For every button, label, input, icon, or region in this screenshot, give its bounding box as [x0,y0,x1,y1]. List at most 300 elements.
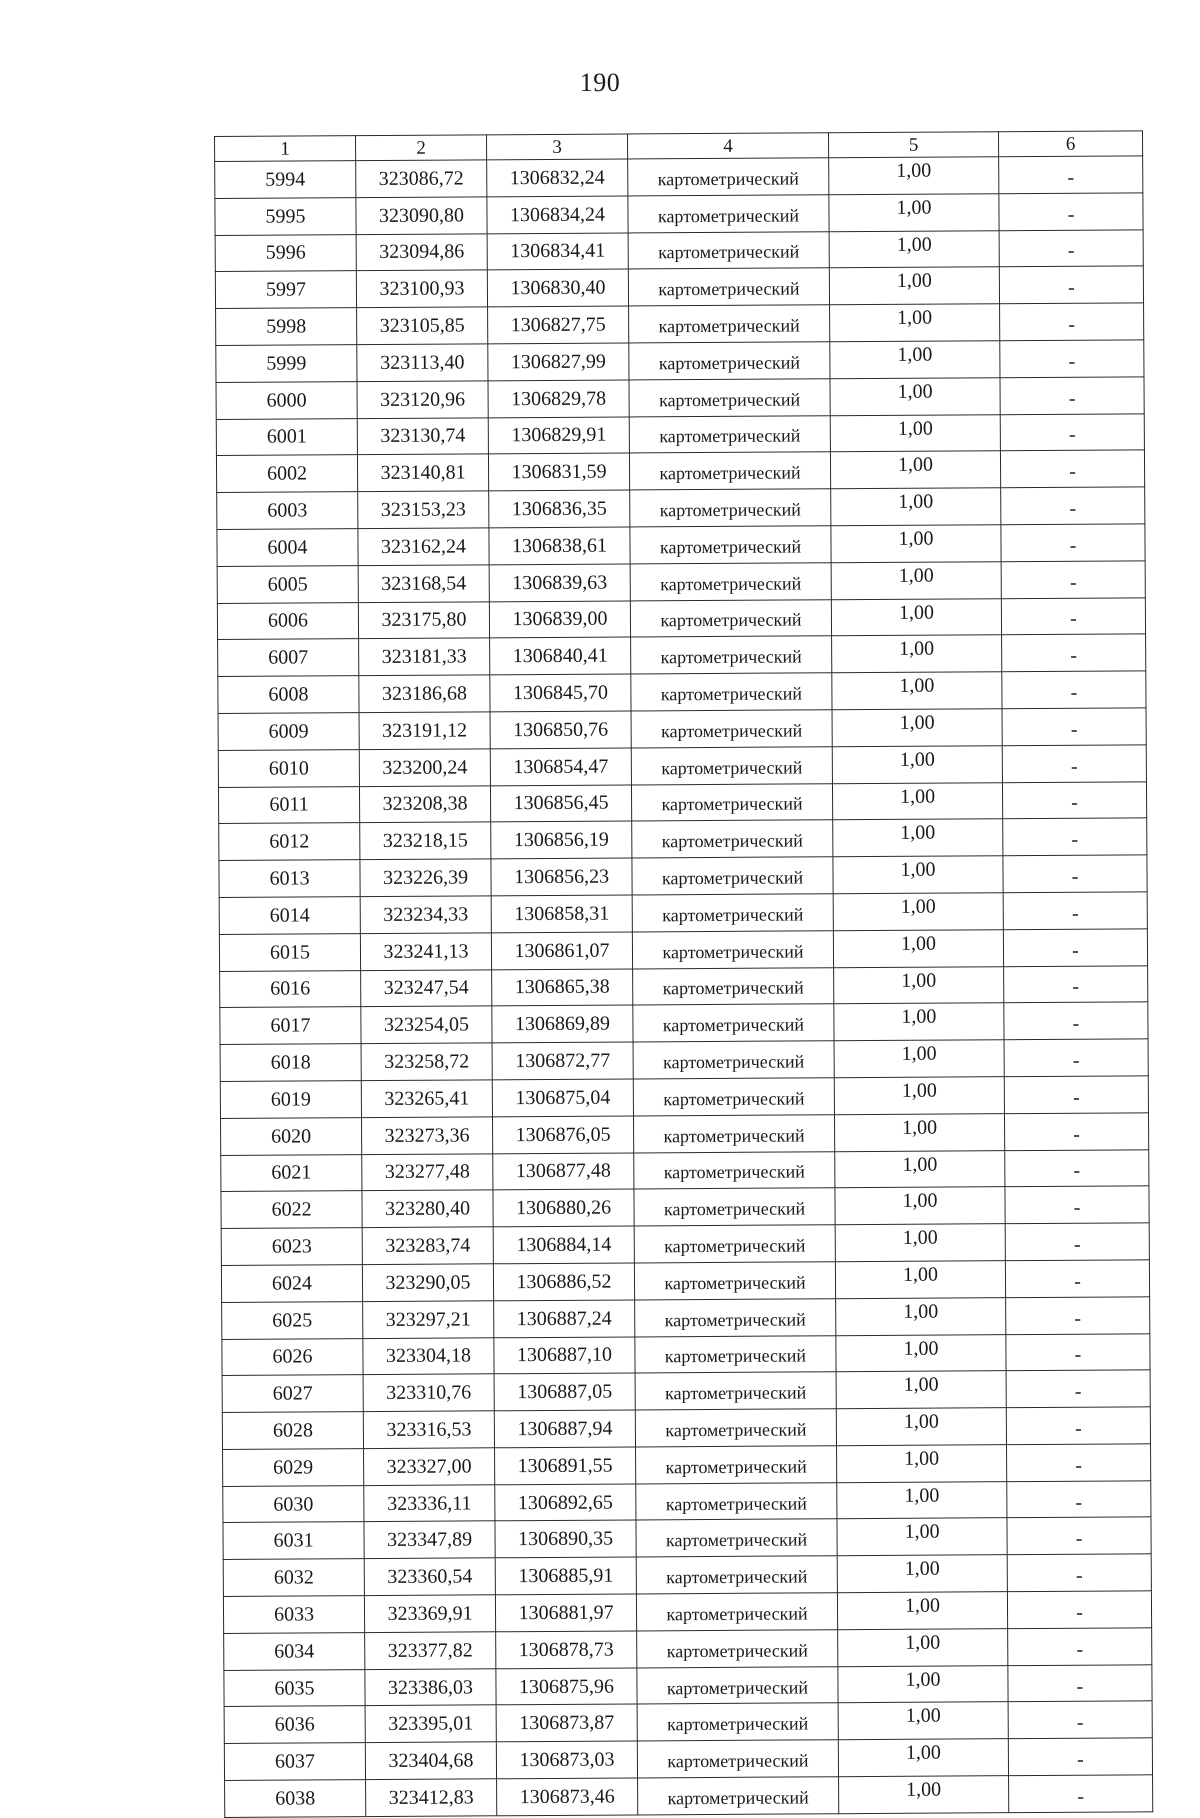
method-cell: картометрический [632,857,833,895]
page-number: 190 [579,68,621,97]
x-coordinate-cell: 323113,40 [357,344,488,382]
accuracy-cell: 1,00 [835,1261,1005,1299]
x-coordinate-cell: 323386,03 [365,1668,496,1706]
method-cell: картометрический [635,1372,836,1410]
y-coordinate-cell: 1306829,78 [488,380,629,418]
accuracy-cell: 1,00 [835,1187,1005,1225]
method-cell: картометрический [631,746,832,784]
y-coordinate-cell: 1306873,03 [496,1741,637,1779]
note-cell: - [1005,1186,1149,1224]
method-cell: картометрический [628,268,829,306]
table-row [216,413,1144,455]
accuracy-cell: 1,00 [837,1445,1007,1483]
accuracy-cell: 1,00 [831,561,1001,599]
point-number-cell: 6034 [224,1632,365,1670]
table-row [222,1297,1150,1339]
x-coordinate-cell: 323186,68 [359,675,490,713]
point-number-cell: 6017 [220,1007,361,1045]
method-cell: картометрический [633,1078,834,1116]
point-number-cell: 6002 [216,455,357,493]
x-coordinate-cell: 323140,81 [357,454,488,492]
table-row [219,855,1147,897]
accuracy-cell: 1,00 [832,672,1002,710]
y-coordinate-cell: 1306856,19 [491,821,632,859]
accuracy-cell: 1,00 [831,525,1001,563]
point-number-cell: 6018 [220,1044,361,1082]
note-cell: - [1009,1775,1153,1813]
accuracy-cell: 1,00 [833,856,1003,894]
note-cell: - [1002,745,1146,783]
x-coordinate-cell: 323130,74 [357,417,488,455]
note-cell: - [1005,1223,1149,1261]
x-coordinate-cell: 323191,12 [359,712,490,750]
table-row [218,781,1146,823]
table-row [218,671,1146,713]
y-coordinate-cell: 1306869,89 [492,1005,633,1043]
y-coordinate-cell: 1306831,59 [488,453,629,491]
method-cell: картометрический [637,1630,838,1668]
note-cell: - [1006,1297,1150,1335]
note-cell: - [1007,1444,1151,1482]
y-coordinate-cell: 1306829,91 [488,417,629,455]
y-coordinate-cell: 1306875,96 [496,1668,637,1706]
point-number-cell: 6013 [219,860,360,898]
point-number-cell: 6027 [222,1375,363,1413]
table-row [219,929,1147,971]
note-cell: - [1004,1039,1148,1077]
y-coordinate-cell: 1306854,47 [490,748,631,786]
x-coordinate-cell: 323234,33 [360,896,491,934]
table-row [223,1517,1151,1559]
note-cell: - [1002,634,1146,672]
method-cell: картометрический [628,195,829,233]
column-header-4: 4 [627,133,828,159]
table-row [224,1701,1152,1743]
note-cell: - [1005,1260,1149,1298]
note-cell: - [1002,781,1146,819]
y-coordinate-cell: 1306830,40 [487,269,628,307]
x-coordinate-cell: 323120,96 [357,381,488,419]
point-number-cell: 6032 [223,1559,364,1597]
point-number-cell: 5996 [215,234,356,272]
point-number-cell: 6007 [218,639,359,677]
point-number-cell: 6038 [225,1780,366,1818]
note-cell: - [1006,1333,1150,1371]
accuracy-cell: 1,00 [838,1702,1008,1740]
note-cell: - [1007,1517,1151,1555]
x-coordinate-cell: 323327,00 [364,1448,495,1486]
point-number-cell: 6010 [218,749,359,787]
accuracy-cell: 1,00 [836,1408,1006,1446]
x-coordinate-cell: 323280,40 [362,1190,493,1228]
point-number-cell: 6026 [222,1338,363,1376]
y-coordinate-cell: 1306876,05 [492,1116,633,1154]
point-number-cell: 5998 [216,308,357,346]
y-coordinate-cell: 1306887,05 [494,1373,635,1411]
table-row [224,1628,1152,1670]
method-cell: картометрический [629,379,830,417]
table-row [215,193,1143,235]
y-coordinate-cell: 1306858,31 [491,895,632,933]
x-coordinate-cell: 323395,01 [365,1705,496,1743]
y-coordinate-cell: 1306880,26 [493,1189,634,1227]
point-number-cell: 6005 [217,565,358,603]
x-coordinate-cell: 323090,80 [356,197,487,235]
method-cell: картометрический [630,526,831,564]
x-coordinate-cell: 323273,36 [361,1117,492,1155]
point-number-cell: 6028 [222,1412,363,1450]
y-coordinate-cell: 1306886,52 [493,1263,634,1301]
y-coordinate-cell: 1306827,99 [488,343,629,381]
y-coordinate-cell: 1306861,07 [491,932,632,970]
method-cell: картометрический [635,1298,836,1336]
table-row [218,745,1146,787]
method-cell: картометрический [632,820,833,858]
note-cell: - [1006,1370,1150,1408]
note-cell: - [1004,1002,1148,1040]
column-header-5: 5 [828,132,998,158]
accuracy-cell: 1,00 [830,304,1000,342]
x-coordinate-cell: 323310,76 [363,1374,494,1412]
method-cell: картометрический [636,1446,837,1484]
x-coordinate-cell: 323412,83 [366,1779,497,1817]
x-coordinate-cell: 323360,54 [364,1558,495,1596]
table-row [219,818,1147,860]
y-coordinate-cell: 1306877,48 [493,1152,634,1190]
x-coordinate-cell: 323105,85 [357,307,488,345]
point-number-cell: 6004 [217,529,358,567]
x-coordinate-cell: 323241,13 [360,933,491,971]
note-cell: - [999,229,1143,267]
point-number-cell: 5994 [215,161,356,199]
x-coordinate-cell: 323316,53 [363,1411,494,1449]
accuracy-cell: 1,00 [835,1150,1005,1188]
accuracy-cell: 1,00 [829,194,999,232]
column-header-3: 3 [486,134,627,160]
accuracy-cell: 1,00 [829,230,999,268]
table-row [218,708,1146,750]
y-coordinate-cell: 1306878,73 [496,1631,637,1669]
x-coordinate-cell: 323369,91 [364,1595,495,1633]
accuracy-cell: 1,00 [832,745,1002,783]
accuracy-cell: 1,00 [836,1334,1006,1372]
x-coordinate-cell: 323162,24 [358,528,489,566]
note-cell: - [999,156,1143,194]
x-coordinate-cell: 323258,72 [361,1043,492,1081]
x-coordinate-cell: 323277,48 [362,1153,493,1191]
method-cell: картометрический [633,967,834,1005]
table-row [216,377,1144,419]
method-cell: картометрический [631,783,832,821]
table-body [215,156,1153,1817]
point-number-cell: 6021 [221,1154,362,1192]
method-cell: картометрический [634,1262,835,1300]
method-cell: картометрический [628,158,829,196]
point-number-cell: 6025 [222,1301,363,1339]
method-cell: картометрический [629,305,830,343]
x-coordinate-cell: 323247,54 [361,969,492,1007]
note-cell: - [1005,1149,1149,1187]
point-number-cell: 6008 [218,676,359,714]
y-coordinate-cell: 1306884,14 [493,1226,634,1264]
table-row [216,450,1144,492]
y-coordinate-cell: 1306887,94 [494,1410,635,1448]
accuracy-cell: 1,00 [833,893,1003,931]
y-coordinate-cell: 1306856,23 [491,858,632,896]
accuracy-cell: 1,00 [834,1113,1004,1151]
method-cell: картометрический [628,231,829,269]
accuracy-cell: 1,00 [837,1518,1007,1556]
y-coordinate-cell: 1306887,24 [494,1300,635,1338]
method-cell: картометрический [634,1225,835,1263]
note-cell: - [1008,1701,1152,1739]
x-coordinate-cell: 323290,05 [362,1264,493,1302]
method-cell: картометрический [633,1004,834,1042]
point-number-cell: 6029 [223,1449,364,1487]
table-row [223,1444,1151,1486]
point-number-cell: 6036 [224,1706,365,1744]
x-coordinate-cell: 323254,05 [361,1006,492,1044]
accuracy-cell: 1,00 [834,966,1004,1004]
x-coordinate-cell: 323218,15 [360,822,491,860]
point-number-cell: 6014 [219,897,360,935]
table-row [220,1113,1148,1155]
point-number-cell: 6019 [220,1081,361,1119]
method-cell: картометрический [631,673,832,711]
method-cell: картометрический [634,1188,835,1226]
table-row [223,1554,1151,1596]
y-coordinate-cell: 1306881,97 [495,1594,636,1632]
point-number-cell: 6035 [224,1669,365,1707]
accuracy-cell: 1,00 [833,819,1003,857]
point-number-cell: 5997 [215,271,356,309]
note-cell: - [1003,855,1147,893]
coordinates-table [214,130,1153,1818]
point-number-cell: 6031 [223,1522,364,1560]
note-cell: - [1003,929,1147,967]
table-row [220,1039,1148,1081]
x-coordinate-cell: 323336,11 [364,1484,495,1522]
note-cell: - [1007,1554,1151,1592]
note-cell: - [1004,965,1148,1003]
method-cell: картометрический [632,894,833,932]
point-number-cell: 6023 [221,1228,362,1266]
point-number-cell: 5999 [216,345,357,383]
accuracy-cell: 1,00 [834,1003,1004,1041]
method-cell: картометрический [634,1151,835,1189]
x-coordinate-cell: 323347,89 [364,1521,495,1559]
method-cell: картометрический [637,1740,838,1778]
note-cell: - [1001,561,1145,599]
table-row [215,266,1143,308]
y-coordinate-cell: 1306840,41 [490,637,631,675]
column-header-2: 2 [356,135,487,161]
method-cell: картометрический [637,1666,838,1704]
table-row [221,1260,1149,1302]
accuracy-cell: 1,00 [834,1077,1004,1115]
method-cell: картометрический [631,710,832,748]
accuracy-cell: 1,00 [833,929,1003,967]
accuracy-cell: 1,00 [832,782,1002,820]
y-coordinate-cell: 1306838,61 [489,527,630,565]
note-cell: - [999,193,1143,231]
y-coordinate-cell: 1306836,35 [489,490,630,528]
note-cell: - [1003,892,1147,930]
table-row [217,524,1145,566]
method-cell: картометрический [636,1556,837,1594]
accuracy-cell: 1,00 [838,1665,1008,1703]
note-cell: - [1000,340,1144,378]
x-coordinate-cell: 323265,41 [361,1080,492,1118]
table-row [224,1664,1152,1706]
accuracy-cell: 1,00 [830,341,1000,379]
point-number-cell: 6033 [223,1596,364,1634]
table-row [217,597,1145,639]
note-cell: - [1001,597,1145,635]
table-row [215,229,1143,271]
table-row [220,965,1148,1007]
point-number-cell: 6006 [217,602,358,640]
note-cell: - [1001,487,1145,525]
point-number-cell: 6009 [218,713,359,751]
point-number-cell: 5995 [215,197,356,235]
method-cell: картометрический [630,599,831,637]
y-coordinate-cell: 1306892,65 [495,1484,636,1522]
accuracy-cell: 1,00 [836,1297,1006,1335]
y-coordinate-cell: 1306887,10 [494,1336,635,1374]
y-coordinate-cell: 1306890,35 [495,1520,636,1558]
note-cell: - [1002,671,1146,709]
accuracy-cell: 1,00 [835,1224,1005,1262]
note-cell: - [1000,303,1144,341]
table-row [216,303,1144,345]
y-coordinate-cell: 1306839,00 [489,601,630,639]
note-cell: - [1007,1591,1151,1629]
note-cell: - [1006,1407,1150,1445]
point-number-cell: 6012 [219,823,360,861]
method-cell: картометрический [629,452,830,490]
note-cell: - [1003,818,1147,856]
table-row [218,634,1146,676]
method-cell: картометрический [638,1777,839,1815]
table-row [223,1591,1151,1633]
y-coordinate-cell: 1306832,24 [487,159,628,197]
accuracy-cell: 1,00 [831,488,1001,526]
x-coordinate-cell: 323094,86 [356,233,487,271]
table-row [221,1186,1149,1228]
point-number-cell: 6022 [221,1191,362,1229]
method-cell: картометрический [636,1519,837,1557]
table-row [216,340,1144,382]
point-number-cell: 6000 [216,381,357,419]
note-cell: - [1000,377,1144,415]
x-coordinate-cell: 323153,23 [358,491,489,529]
x-coordinate-cell: 323297,21 [363,1301,494,1339]
y-coordinate-cell: 1306865,38 [492,968,633,1006]
table-row [220,1002,1148,1044]
accuracy-cell: 1,00 [837,1481,1007,1519]
accuracy-cell: 1,00 [837,1555,1007,1593]
point-number-cell: 6020 [220,1117,361,1155]
x-coordinate-cell: 323175,80 [358,601,489,639]
y-coordinate-cell: 1306872,77 [492,1042,633,1080]
y-coordinate-cell: 1306839,63 [489,564,630,602]
note-cell: - [1004,1113,1148,1151]
note-cell: - [1002,708,1146,746]
method-cell: картометрический [635,1409,836,1447]
accuracy-cell: 1,00 [834,1040,1004,1078]
accuracy-cell: 1,00 [832,635,1002,673]
point-number-cell: 6037 [224,1743,365,1781]
note-cell: - [1000,450,1144,488]
y-coordinate-cell: 1306827,75 [488,306,629,344]
y-coordinate-cell: 1306834,41 [487,233,628,271]
x-coordinate-cell: 323377,82 [365,1632,496,1670]
table-row [224,1738,1152,1780]
note-cell: - [1008,1628,1152,1666]
table-row [222,1333,1150,1375]
method-cell: картометрический [631,636,832,674]
x-coordinate-cell: 323283,74 [362,1227,493,1265]
table-row [217,487,1145,529]
table-row [221,1223,1149,1265]
accuracy-cell: 1,00 [838,1629,1008,1667]
method-cell: картометрический [630,489,831,527]
y-coordinate-cell: 1306834,24 [487,196,628,234]
method-cell: картометрический [629,415,830,453]
y-coordinate-cell: 1306873,87 [496,1704,637,1742]
y-coordinate-cell: 1306875,04 [492,1079,633,1117]
x-coordinate-cell: 323226,39 [360,859,491,897]
point-number-cell: 6001 [216,418,357,456]
point-number-cell: 6011 [218,786,359,824]
point-number-cell: 6003 [217,492,358,530]
note-cell: - [1004,1076,1148,1114]
accuracy-cell: 1,00 [832,709,1002,747]
method-cell: картометрический [636,1593,837,1631]
table-row [217,561,1145,603]
column-header-6: 6 [998,131,1142,157]
note-cell: - [1008,1738,1152,1776]
x-coordinate-cell: 323100,93 [356,270,487,308]
accuracy-cell: 1,00 [830,414,1000,452]
x-coordinate-cell: 323181,33 [359,638,490,676]
table-row [221,1149,1149,1191]
method-cell: картометрический [637,1703,838,1741]
table-row [225,1775,1153,1817]
table-row [220,1076,1148,1118]
method-cell: картометрический [636,1482,837,1520]
note-cell: - [1008,1664,1152,1702]
note-cell: - [999,266,1143,304]
accuracy-cell: 1,00 [836,1371,1006,1409]
point-number-cell: 6030 [223,1485,364,1523]
y-coordinate-cell: 1306873,46 [497,1778,638,1816]
method-cell: картометрический [633,1041,834,1079]
x-coordinate-cell: 323304,18 [363,1337,494,1375]
method-cell: картометрический [633,1114,834,1152]
point-number-cell: 6016 [220,970,361,1008]
x-coordinate-cell: 323200,24 [359,749,490,787]
y-coordinate-cell: 1306845,70 [490,674,631,712]
y-coordinate-cell: 1306850,76 [490,711,631,749]
table-row [223,1480,1151,1522]
y-coordinate-cell: 1306856,45 [490,785,631,823]
accuracy-cell: 1,00 [838,1739,1008,1777]
method-cell: картометрический [632,930,833,968]
accuracy-cell: 1,00 [831,598,1001,636]
note-cell: - [1000,413,1144,451]
